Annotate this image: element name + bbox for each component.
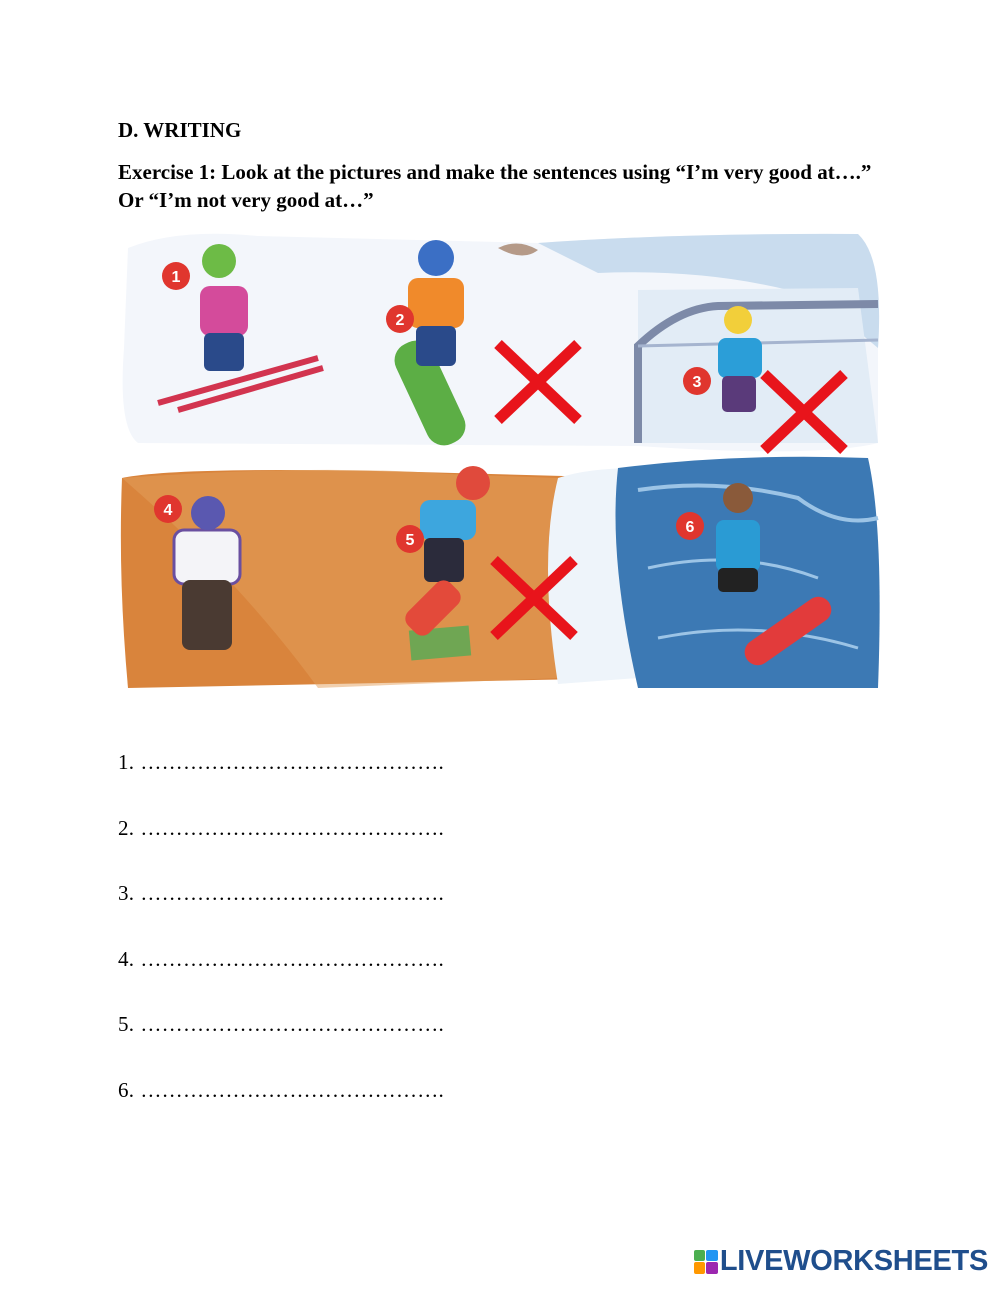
logo-icon xyxy=(694,1250,718,1274)
answer-blank: ……………………………………. xyxy=(140,750,445,774)
section-title: D. WRITING xyxy=(118,118,242,142)
answer-number: 5. xyxy=(118,1012,135,1036)
liveworksheets-logo xyxy=(694,1245,988,1278)
answer-blank: ……………………………………. xyxy=(140,947,445,971)
brand-name: LIVEWORKSHEETS xyxy=(719,1245,988,1277)
badge-1: 1 xyxy=(171,269,181,286)
answer-number: 2. xyxy=(118,816,135,840)
answer-line-5[interactable] xyxy=(118,1012,444,1037)
answer-line-4[interactable] xyxy=(118,947,444,972)
answer-line-6[interactable] xyxy=(118,1078,444,1103)
badge-4: 4 xyxy=(163,502,173,519)
badge-5: 5 xyxy=(405,532,415,549)
sports-illustration xyxy=(118,228,884,694)
answer-number: 3. xyxy=(118,881,135,905)
exercise-instructions: Exercise 1: Look at the pictures and make the sentences using “I’m very good at….” Or “I’m not very good at…” xyxy=(118,160,872,212)
badge-6: 6 xyxy=(685,519,695,536)
answer-line-2[interactable] xyxy=(118,816,444,841)
answer-number: 1. xyxy=(118,750,135,774)
answer-blank: ……………………………………. xyxy=(140,881,445,905)
answer-blank: ……………………………………. xyxy=(140,1012,445,1036)
answer-blank: ……………………………………. xyxy=(140,1078,445,1102)
badge-3: 3 xyxy=(692,374,702,391)
answer-blank: ……………………………………. xyxy=(140,816,445,840)
answer-number: 4. xyxy=(118,947,135,971)
answer-number: 6. xyxy=(118,1078,135,1102)
badge-2: 2 xyxy=(395,312,405,329)
answer-line-1[interactable] xyxy=(118,750,444,775)
answer-line-3[interactable] xyxy=(118,881,444,906)
